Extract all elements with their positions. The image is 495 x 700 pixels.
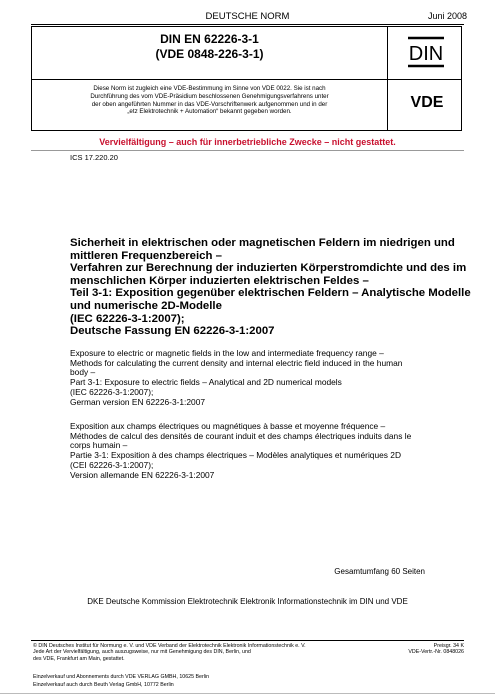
svg-text:DIN: DIN [408,43,444,65]
din-logo [408,36,444,68]
svg-text:VDE: VDE [410,94,444,109]
title-line: Teil 3-1: Exposition gegenüber elektrischen Feldern – Analytische Modelle [70,287,471,300]
title-line: menschlichen Körper induzierten elektrischen Feldes – [70,274,369,287]
copyright-line: © DIN Deutsches Institut für Normung e. V. und VDE Verband der Elektrotechnik Elektronik Informationstechnik e. V. [33,643,306,649]
title-line: Version allemande EN 62226-3-1:2007 [70,469,215,480]
note-line: Durchführung des vom VDE-Präsidium beschlossenen Genehmigungsverfahrens unter [90,92,329,100]
footer-rule [31,640,464,641]
title-line: Part 3-1: Exposure to electric fields – Analytical and 2D numerical models [70,377,342,388]
vde-sales-number: VDE-Vertr.-Nr. 0848026 [408,649,464,656]
title-line: Verfahren zur Berechnung der induzierten Körperstromdichte und des im [70,262,467,275]
reproduction-notice: Vervielfältigung – auch für innerbetriebliche Zwecke – nicht gestattet. [99,137,396,147]
vde-number: (VDE 0848-226-3-1) [155,47,264,61]
sales-beuth: Einzelverkauf auch durch Beuth Verlag GmbH, 10772 Berlin [33,682,174,688]
title-line: corps humain – [70,440,128,451]
vde-regulation-note [38,85,381,116]
price-group: Preisgr. 34 K [433,643,464,649]
sales-vde: Einzelverkauf und Abonnements durch VDE VERLAG GMBH, 10625 Berlin [33,674,210,680]
english-title [70,349,465,407]
title-line: und numerische 2D-Modelle [70,299,222,312]
title-line: Sicherheit in elektrischen oder magnetischen Feldern im niedrigen und [70,237,455,249]
title-line: (IEC 62226-3-1:2007); [70,312,185,325]
note-line: „etz Elektrotechnik + Automation“ bekannt gegeben worden. [127,108,292,116]
price-info [408,643,464,656]
title-line: Méthodes de calcul des densités de courant induit et des champs électriques induits dans le [70,430,412,441]
note-line: Diese Norm ist zugleich eine VDE-Bestimmung im Sinne von VDE 0022. Sie ist nach [93,85,326,92]
standard-number: DIN EN 62226-3-1 [160,32,259,46]
title-line: Deutsche Fassung EN 62226-3-1:2007 [70,325,275,338]
copyright-line: Jede Art der Vervielfältigung, auch auszugsweise, nur mit Genehmigung des DIN, Berlin, und [33,649,251,656]
title-line: Exposure to electric or magnetic fields in the low and intermediate frequency range – [70,348,384,358]
note-line: der oben angeführten Nummer in das VDE-Vorschriftenwerk aufgenommen und in der [91,100,328,108]
title-line: Methods for calculating the current density and internal electric field induced in the human [70,357,403,368]
standard-info-box [31,26,462,131]
title-line: German version EN 62226-3-1:2007 [70,396,206,407]
header-rule [31,24,464,25]
ics-code: ICS 17.220.20 [70,153,118,162]
german-title [70,237,471,338]
title-line: Exposition aux champs électriques ou magnétiques à basse et moyenne fréquence – [70,421,386,431]
dke-line: DKE Deutsche Kommission Elektrotechnik Elektronik Informationstechnik im DIN und VDE [87,597,408,606]
section-rule [31,150,464,151]
bottom-rule [0,693,495,694]
vde-logo [399,93,455,109]
title-line: mittleren Frequenzbereich – [70,249,222,262]
french-title [70,422,465,480]
copyright-line: des VDE, Frankfurt am Main, gestattet. [33,655,125,662]
title-line: (CEI 62226-3-1:2007); [70,459,154,470]
total-pages: Gesamtumfang 60 Seiten [334,567,425,576]
title-line: body – [70,367,96,378]
document-type: DEUTSCHE NORM [205,11,290,22]
box-divider [387,27,388,130]
title-line: (IEC 62226-3-1:2007); [70,386,154,397]
copyright-notice [33,643,393,662]
title-line: Partie 3-1: Exposition à des champs électriques – Modèles analytiques et numériques 2D [70,450,401,461]
publication-date: Juni 2008 [427,11,467,21]
